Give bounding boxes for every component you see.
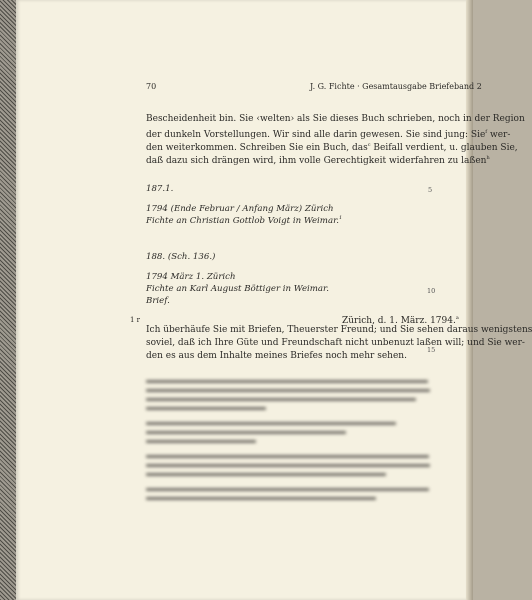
line-number: 10	[427, 287, 436, 295]
letter-number: 188. (Sch. 136.)	[146, 252, 216, 262]
paragraph-line: soviel, daß ich Ihre Güte und Freundschaft nicht unbenuzt laßen will; und Sie wer-	[146, 338, 525, 348]
line-number: 5	[428, 186, 433, 194]
running-title: J. G. Fichte · Gesamtausgabe Briefeband 2	[310, 82, 482, 91]
page-number: 70	[146, 82, 157, 91]
letter-place-date: Zürich, d. 1. März. 1794.$^a$	[342, 315, 459, 326]
letter-date-line: 1794 März 1. Zürich	[146, 272, 236, 282]
letter-number: 187.1.	[146, 184, 174, 194]
paragraph-line: Ich überhäufe Sie mit Briefen, Theuerster Freund; und Sie sehen daraus wenigstens	[146, 325, 532, 335]
blurred-footnotes	[146, 380, 431, 506]
folio-marker: 1 r	[130, 316, 141, 324]
letter-addressee: Fichte an Christian Gottlob Voigt in Weimar.$^1$	[146, 215, 343, 226]
letter-date-line: 1794 (Ende Februar / Anfang März) Zürich	[146, 204, 334, 214]
paragraph-line: Bescheidenheit bin. Sie ‹welten› als Sie dieses Buch schrieben, noch in der Region	[146, 114, 525, 124]
letter-addressee: Fichte an Karl August Böttiger in Weimar.	[146, 284, 329, 294]
line-number: 15	[427, 346, 436, 354]
letter-kind: Brief.	[146, 296, 170, 306]
paragraph-line: daß dazu sich drängen wird, ihm volle Gerechtigkeit widerfahren zu laßen$^h$	[146, 155, 490, 166]
paragraph-line: den weiterkommen. Schreiben Sie ein Buch, das$^c$ Beifall verdient, u. glauben Sie,	[146, 142, 518, 153]
paragraph-line: den es aus dem Inhalte meines Briefes noch mehr sehen.	[146, 351, 407, 361]
paragraph-line: der dunkeln Vorstellungen. Wir sind alle darin gewesen. Sie sind jung: Sie$^f$ wer-	[146, 129, 511, 140]
